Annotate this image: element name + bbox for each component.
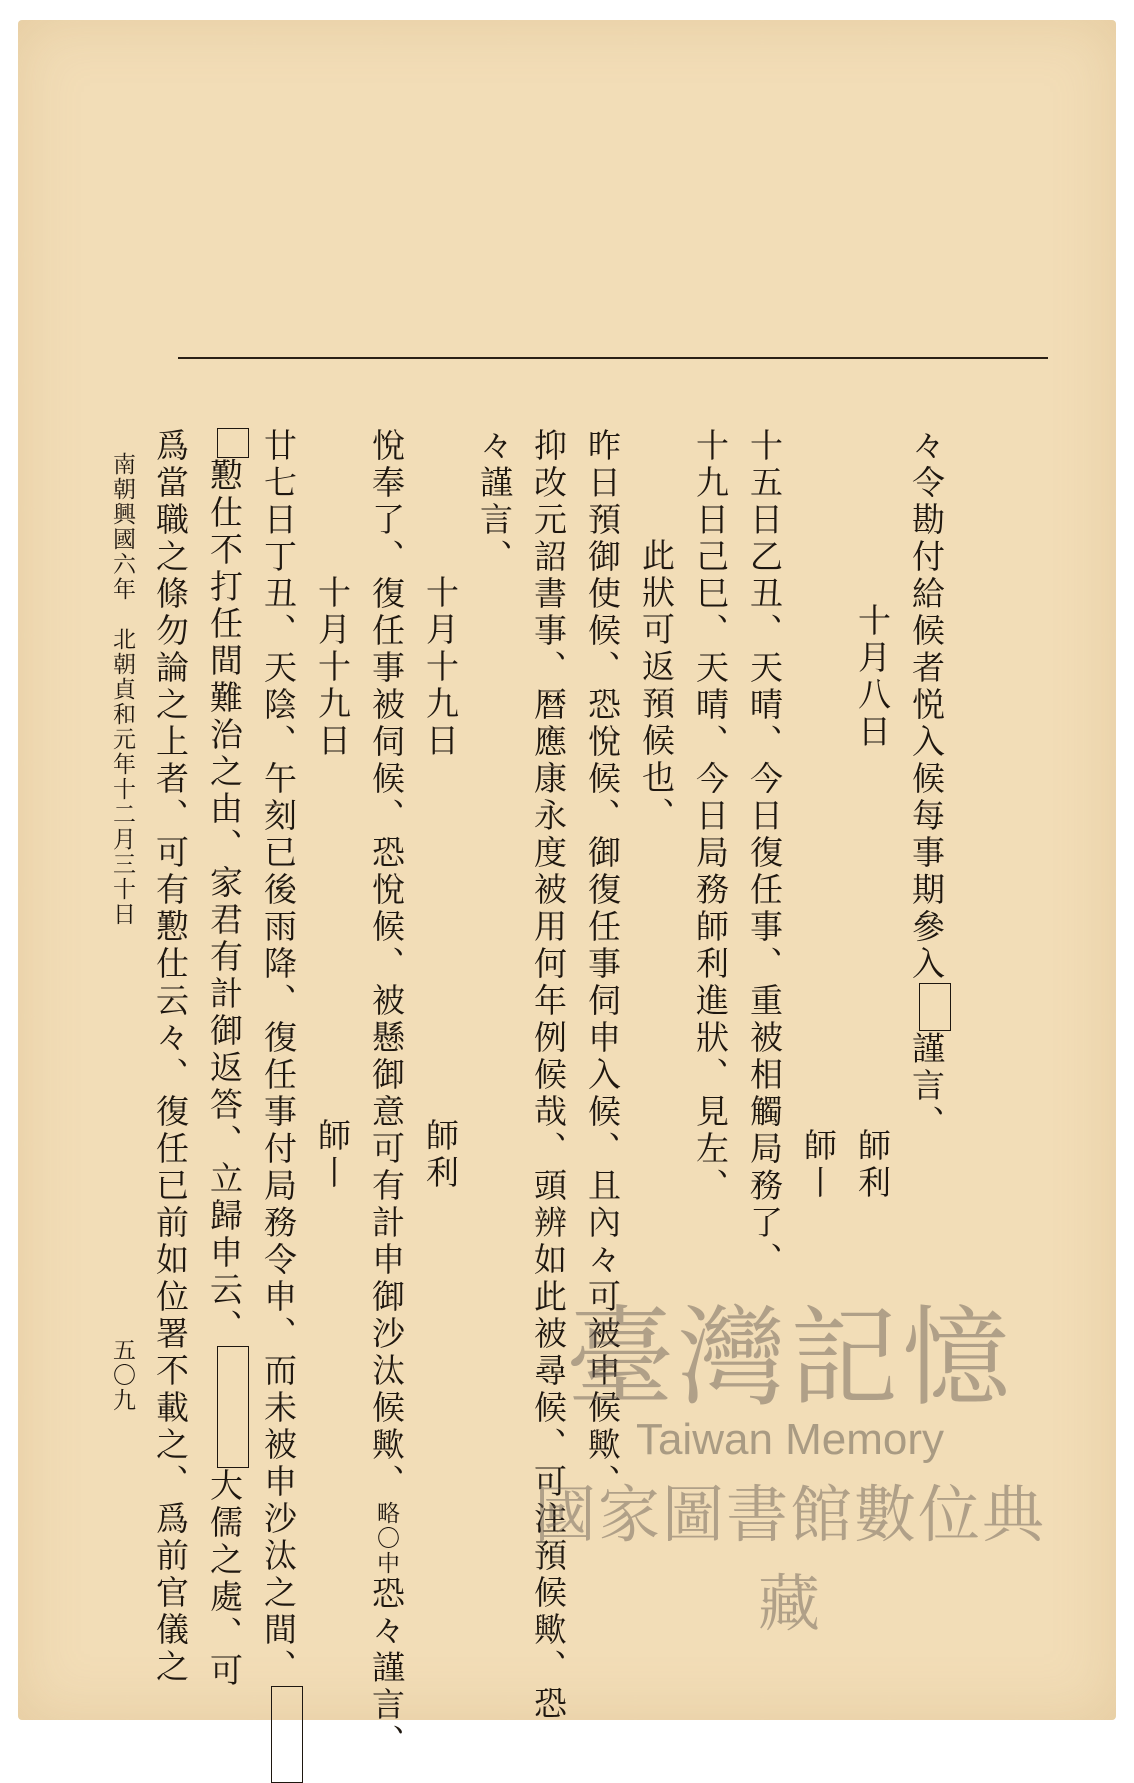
text-column-13 (259, 428, 303, 1783)
date-line-2: 十月十九日 (421, 575, 460, 760)
watermark-english: Taiwan Memory (635, 1414, 945, 1464)
page-number: 五〇九 (109, 1338, 135, 1413)
signer-4: 師丨 (313, 1118, 352, 1192)
text-column-4: 十五日乙丑、天晴、今日復任事、重被相觸局務了、 (745, 428, 784, 1279)
column-text: 懃仕不打任間難治之由、家君有計御返答、立歸申云、 (205, 458, 244, 1346)
text-column-7: 昨日預御使候、恐悅候、御復任事伺申入候、且內々可被申候歟、 (583, 428, 622, 1501)
signer-3: 師利 (421, 1118, 460, 1192)
text-column-6: 此狀可返預候也、 (637, 538, 676, 834)
omission-note: 略〇中 (373, 1501, 399, 1576)
watermark-subtitle: 國家圖書館數位典藏 (533, 1477, 1046, 1640)
watermark (510, 1296, 1070, 1640)
column-text: 々令勘付給候者悦入候每事期參入 (907, 428, 946, 983)
column-text: 悅奉了、復任事被伺候、恐悅候、被懸御意可有計申御沙汰候歟、 (367, 428, 406, 1501)
column-text: 廿七日丁丑、天陰、午刻已後雨降、復任事付局務令申、而未被申沙汰之間、 (259, 428, 298, 1686)
text-column-11 (367, 428, 406, 1761)
blank-box (271, 1686, 303, 1783)
text-column-8: 抑改元詔書事、暦應康永度被用何年例候哉、頭辨如此被尋候、可注預候歟、恐 (529, 428, 568, 1723)
text-column-5: 十九日己巳、天晴、今日局務師利進狀、見左、 (691, 428, 730, 1205)
blank-box (919, 983, 951, 1031)
blank-box (217, 1346, 249, 1468)
date-line-1: 十月八日 (853, 603, 892, 751)
text-column-15: 爲當職之條勿論之上者、可有懃仕云々、復任已前如位署不載之、爲前官儀之 (151, 428, 190, 1686)
signer-1: 師利 (853, 1128, 892, 1202)
watermark-title: 臺灣記憶 (565, 1296, 1014, 1421)
date-line-3: 十月十九日 (313, 575, 352, 760)
text-column-9: 々謹言、 (475, 428, 514, 576)
blank-box (217, 428, 249, 458)
text-column-14 (205, 428, 249, 1690)
column-text: 謹言、 (907, 1031, 946, 1142)
footer-date-line: 南朝興國六年 北朝貞和元年十二月三十日 (109, 452, 135, 927)
text-column-1 (907, 428, 951, 1142)
column-text: 大儒之處、可 (205, 1468, 244, 1690)
column-text: 恐々謹言、 (367, 1576, 406, 1761)
horizontal-rule (178, 357, 1048, 359)
signer-2: 師丨 (799, 1128, 838, 1202)
